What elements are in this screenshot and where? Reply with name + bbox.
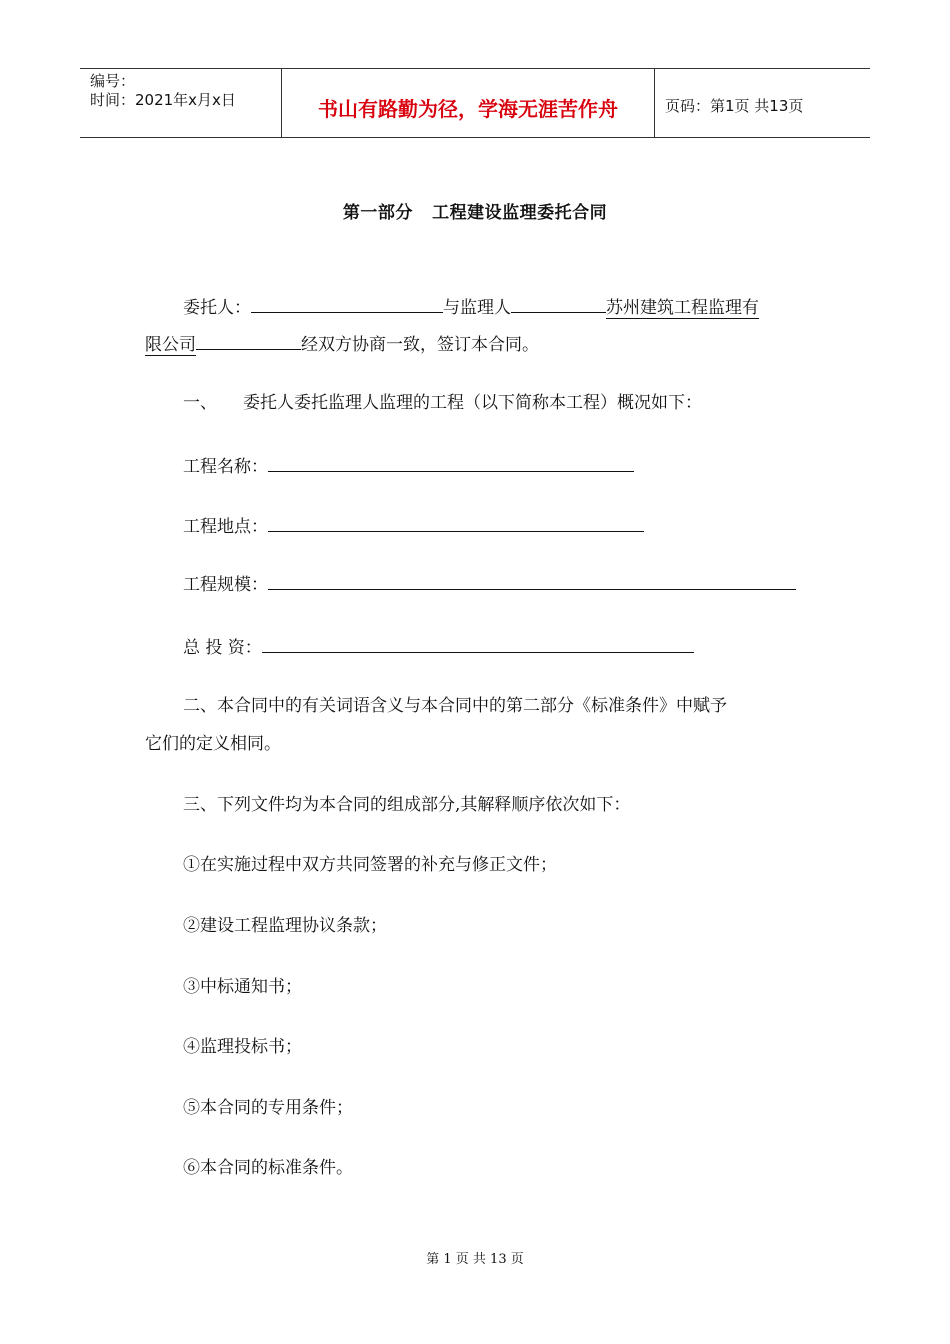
page-footer: 第 1 页 共 13 页 — [426, 1252, 524, 1267]
project-scale-label: 工程规模： — [183, 575, 268, 595]
supervisor-label: 与监理人 — [443, 298, 511, 318]
document-title: 第一部分 工程建设监理委托合同 — [342, 203, 608, 223]
project-name-field[interactable] — [268, 453, 634, 472]
list-item: ⑥本合同的标准条件。 — [183, 1158, 353, 1178]
project-name-row — [183, 453, 634, 478]
section1-heading — [183, 392, 702, 414]
time-label: 时间：2021年x月x日 — [90, 91, 236, 109]
project-location-label: 工程地点： — [183, 517, 268, 537]
header-meta-cell — [80, 69, 281, 137]
supervisor-blank-lead — [511, 294, 606, 313]
section1-number: 一、 — [183, 393, 217, 413]
page-info: 页码：第1页 共13页 — [665, 97, 804, 115]
total-investment-row — [183, 634, 694, 659]
agreement-text: 经双方协商一致，签订本合同。 — [301, 335, 539, 355]
section1-text: 委托人委托监理人监理的工程（以下简称本工程）概况如下： — [243, 393, 702, 413]
motto-text: 书山有路勤为径，学海无涯苦作舟 — [318, 97, 618, 121]
intro-line-1 — [183, 294, 759, 319]
total-investment-label: 总 投 资： — [183, 638, 262, 658]
section2-line-1: 二、本合同中的有关词语含义与本合同中的第二部分《标准条件》中赋予 — [183, 696, 727, 716]
list-item: ⑤本合同的专用条件； — [183, 1098, 353, 1118]
list-item: ①在实施过程中双方共同签署的补充与修正文件； — [183, 855, 557, 875]
section2-line-2: 它们的定义相同。 — [145, 734, 281, 754]
client-label: 委托人： — [183, 298, 251, 318]
total-investment-field[interactable] — [262, 634, 694, 653]
intro-line-2 — [145, 331, 539, 356]
supervisor-blank-trail — [196, 331, 301, 350]
supervisor-name-part1: 苏州建筑工程监理有 — [606, 298, 759, 318]
project-location-field[interactable] — [268, 513, 644, 532]
project-scale-row — [183, 574, 796, 596]
section3-heading: 三、下列文件均为本合同的组成部分,其解释顺序依次如下： — [183, 795, 631, 815]
header-motto-cell — [281, 69, 655, 137]
supervisor-name-part2: 限公司 — [145, 335, 196, 355]
header-page-cell — [655, 69, 870, 137]
client-blank[interactable] — [251, 294, 443, 313]
number-label: 编号： — [90, 72, 136, 90]
list-item: ③中标通知书； — [183, 977, 302, 997]
project-location-row — [183, 513, 644, 538]
project-scale-field[interactable] — [268, 575, 796, 590]
list-item: ④监理投标书； — [183, 1037, 302, 1057]
list-item: ②建设工程监理协议条款； — [183, 916, 387, 936]
project-name-label: 工程名称： — [183, 457, 268, 477]
document-header — [80, 68, 870, 138]
